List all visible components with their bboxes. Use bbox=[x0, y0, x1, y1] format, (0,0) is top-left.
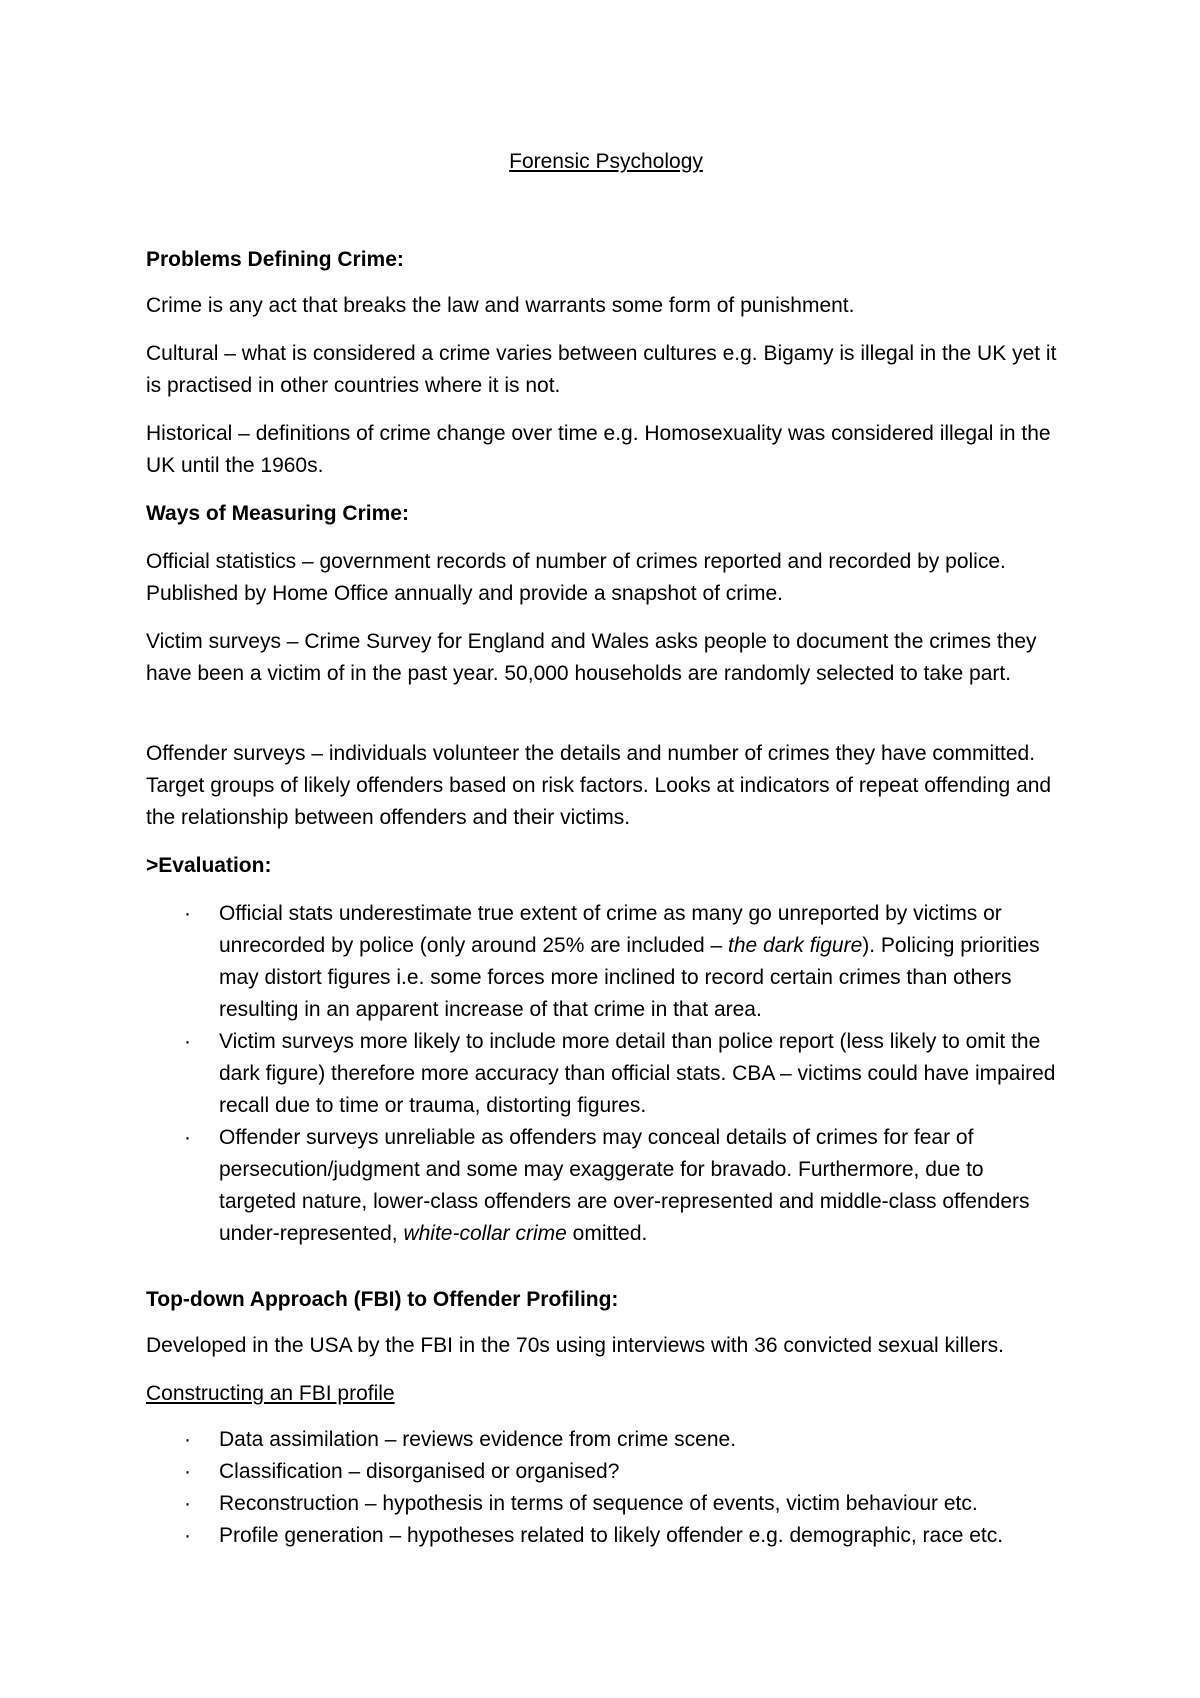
evaluation-list bbox=[146, 898, 1066, 1250]
paragraph-offender-surveys: Offender surveys – individuals volunteer the details and number of crimes they have committed. Target groups of likely offenders based on risk factors. Looks at indicators of repeat offending and the relationship between offenders and their victims. bbox=[146, 742, 1052, 829]
step-text: Classification – disorganised or organised? bbox=[219, 1460, 620, 1483]
bullet-icon: · bbox=[184, 1126, 191, 1149]
bullet-icon: · bbox=[184, 1492, 191, 1515]
heading-problems-defining-crime: Problems Defining Crime: bbox=[146, 248, 404, 271]
list-item bbox=[146, 898, 1066, 1026]
subheading-constructing-fbi-profile: Constructing an FBI profile bbox=[146, 1382, 395, 1405]
emphasis-text: white-collar crime bbox=[403, 1222, 567, 1245]
heading-top-down-approach: Top-down Approach (FBI) to Offender Profiling: bbox=[146, 1288, 619, 1311]
heading-evaluation: >Evaluation: bbox=[146, 854, 272, 877]
evaluation-text: Victim surveys more likely to include more detail than police report (less likely to omit the dark figure) therefore more accuracy than official stats. CBA – victims could have impaired recall due to time or trauma, distorting figures. bbox=[219, 1030, 1056, 1117]
paragraph-official-statistics: Official statistics – government records of number of crimes reported and recorded by police. Published by Home Office annually and provide a snapshot of crime. bbox=[146, 550, 1006, 605]
bullet-icon: · bbox=[184, 1428, 191, 1451]
heading-ways-of-measuring-crime: Ways of Measuring Crime: bbox=[146, 502, 409, 525]
bullet-icon: · bbox=[184, 1524, 191, 1547]
paragraph-historical: Historical – definitions of crime change over time e.g. Homosexuality was considered illegal in the UK until the 1960s. bbox=[146, 422, 1051, 477]
list-item bbox=[146, 1424, 1066, 1456]
list-item bbox=[146, 1026, 1066, 1122]
evaluation-text: ). Policing priorities may distort figures i.e. some forces more inclined to record certain crimes than others resulting in an apparent increase of that crime in that area. bbox=[219, 934, 1040, 1021]
emphasis-text: the dark figure bbox=[728, 934, 863, 957]
page-title: Forensic Psychology bbox=[509, 150, 703, 173]
step-text: Data assimilation – reviews evidence from crime scene. bbox=[219, 1428, 737, 1451]
list-item bbox=[146, 1520, 1066, 1552]
fbi-profile-steps-list bbox=[146, 1424, 1066, 1552]
bullet-icon: · bbox=[184, 1460, 191, 1483]
paragraph-fbi-developed: Developed in the USA by the FBI in the 70s using interviews with 36 convicted sexual killers. bbox=[146, 1334, 1004, 1357]
bullet-icon: · bbox=[184, 902, 191, 925]
list-item bbox=[146, 1456, 1066, 1488]
evaluation-text: Offender surveys unreliable as offenders may conceal details of crimes for fear of persecution/judgment and some may exaggerate for bravado. Furthermore, due to targeted nature, lower-class offenders are over-represented and middle-class offenders under-represented, bbox=[219, 1126, 1030, 1245]
evaluation-text: omitted. bbox=[566, 1222, 648, 1245]
paragraph-cultural: Cultural – what is considered a crime varies between cultures e.g. Bigamy is illegal in the UK yet it is practised in other countries where it is not. bbox=[146, 342, 1057, 397]
evaluation-text: Official stats underestimate true extent of crime as many go unreported by victims or unrecorded by police (only around 25% are included – bbox=[219, 902, 1002, 957]
list-item bbox=[146, 1122, 1066, 1250]
paragraph-crime-definition: Crime is any act that breaks the law and warrants some form of punishment. bbox=[146, 294, 855, 317]
step-text: Profile generation – hypotheses related to likely offender e.g. demographic, race etc. bbox=[219, 1524, 1004, 1547]
list-item bbox=[146, 1488, 1066, 1520]
step-text: Reconstruction – hypothesis in terms of sequence of events, victim behaviour etc. bbox=[219, 1492, 978, 1515]
bullet-icon: · bbox=[184, 1030, 191, 1053]
paragraph-victim-surveys: Victim surveys – Crime Survey for England and Wales asks people to document the crimes they have been a victim of in the past year. 50,000 households are randomly selected to take part. bbox=[146, 630, 1037, 685]
